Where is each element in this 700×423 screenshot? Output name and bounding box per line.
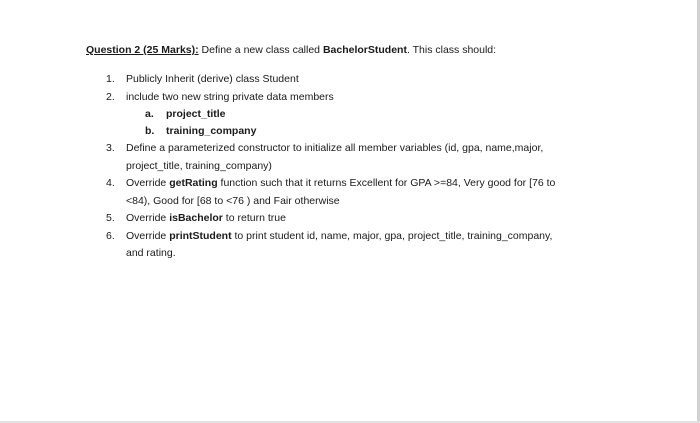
function-name: isBachelor	[169, 212, 223, 224]
item-text: Publicly Inherit (derive) class Student	[126, 73, 299, 85]
list-item	[86, 140, 646, 175]
question-document	[86, 43, 646, 263]
item-text-post: to print student id, name, major, gpa, project_title, training_company,	[231, 229, 553, 242]
item-number: 1.	[106, 73, 115, 85]
requirements-list	[86, 71, 646, 263]
item-number: 4.	[106, 177, 115, 189]
item-text-pre: Override	[126, 177, 170, 189]
sub-item	[126, 123, 646, 140]
item-number: 6.	[106, 229, 115, 242]
sub-item-text: project_title	[166, 108, 226, 120]
question-intro-text: Define a new class called	[198, 44, 323, 56]
item-text-line2: project_title, training_company)	[126, 159, 272, 172]
sub-item	[126, 106, 646, 123]
list-item	[86, 175, 646, 210]
item-text-line2: and rating.	[126, 247, 176, 259]
function-name: printStudent	[169, 229, 232, 242]
list-item	[86, 210, 646, 228]
function-name: getRating	[169, 177, 218, 189]
item-text: include two new string private data members	[126, 90, 334, 103]
sub-item-text: training_company	[166, 125, 257, 137]
question-intro-end: . This class should:	[406, 44, 497, 56]
list-item	[86, 89, 646, 141]
item-text-line2: <84), Good for [68 to <76 ) and Fair otherwise	[126, 194, 340, 207]
list-item	[86, 228, 646, 263]
item-number: 3.	[106, 142, 115, 154]
class-name: BachelorStudent	[322, 44, 407, 56]
question-heading	[86, 43, 646, 57]
item-text-line1: Define a parameterized constructor to initialize all member variables (id, gpa, name,major,	[126, 142, 544, 154]
item-text-post: function such that it returns Excellent for GPA >=84, Very good for [76 to	[217, 177, 556, 189]
sub-item-letter: a.	[145, 108, 154, 120]
item-number: 5.	[106, 212, 115, 224]
item-text-pre: Override	[126, 229, 170, 242]
item-text-post: to return true	[222, 212, 286, 224]
list-item	[86, 71, 646, 89]
sub-item-letter: b.	[145, 125, 155, 137]
question-label: Question 2 (25 Marks):	[86, 44, 199, 56]
sub-list	[126, 106, 646, 140]
item-number: 2.	[106, 90, 115, 103]
item-text-pre: Override	[126, 212, 170, 224]
